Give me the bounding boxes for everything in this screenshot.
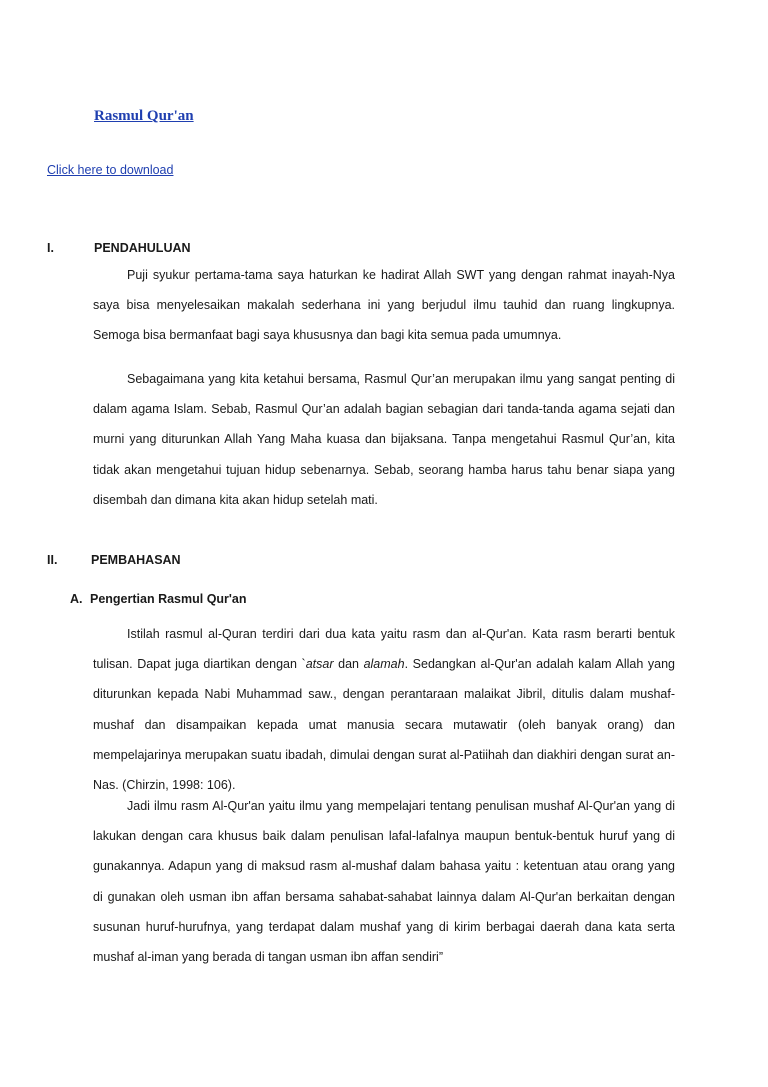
paragraph-text-before: Istilah rasmul al-Quran terdiri dari dua kata yaitu rasm dan al-Qur'an. Kata rasm berarti bentuk tulisan. Dapat juga diartikan dengan ` bbox=[93, 627, 675, 672]
document-title-link[interactable]: Rasmul Qur'an bbox=[94, 108, 194, 124]
section-1-number: I. bbox=[47, 241, 54, 255]
subsection-a-heading: Pengertian Rasmul Qur'an bbox=[90, 592, 247, 606]
term-alamah: alamah bbox=[363, 657, 405, 672]
paragraph-text-middle: dan bbox=[333, 657, 364, 672]
term-atsar: atsar bbox=[305, 657, 334, 672]
paragraph-text-after: . Sedangkan al-Qur'an adalah kalam Allah yang diturunkan kepada Nabi Muhammad saw., dengan perantaraan malaikat Jibril, ditulis dalam mushaf-mushaf dan disampaikan kepada umat manusia secara mutawatir (oleh banyak orang) dan mempelajarinya merupakan suatu ibadah, dimulai dengan surat al-Patiihah dan diakhiri dengan surat an-Nas. (Chirzin, 1998: 106). bbox=[93, 657, 675, 793]
subsection-a-label: A. bbox=[70, 592, 83, 606]
subsection-a-paragraph-1 bbox=[93, 619, 675, 800]
section-2-heading: PEMBAHASAN bbox=[91, 553, 181, 567]
section-1-paragraph-1: Puji syukur pertama-tama saya haturkan ke hadirat Allah SWT yang dengan rahmat inayah-Nya saya bisa menyelesaikan makalah sederhana ini yang berjudul ilmu tauhid dan ruang lingkupnya. Semoga bisa bermanfaat bagi saya khususnya dan bagi kita semua pada umumnya. bbox=[93, 268, 675, 343]
download-link[interactable]: Click here to download bbox=[47, 163, 174, 177]
section-1-heading: PENDAHULUAN bbox=[94, 241, 191, 255]
section-2-number: II. bbox=[47, 553, 58, 567]
section-1-paragraph-2: Sebagaimana yang kita ketahui bersama, Rasmul Qur’an merupakan ilmu yang sangat penting di dalam agama Islam. Sebab, Rasmul Qur’an adalah bagian sebagian dari tanda-tanda agama sejati dan murni yang diturunkan Allah Yang Maha kuasa dan bijaksana. Tanpa mengetahui Rasmul Qur’an, kita tidak akan mengetahui tujuan hidup sebenarnya. Sebab, seorang hamba harus tahu benar siapa yang disembah dan dimana kita akan hidup setelah mati. bbox=[93, 372, 675, 507]
subsection-a-paragraph-2: Jadi ilmu rasm Al-Qur'an yaitu ilmu yang mempelajari tentang penulisan mushaf Al-Qur'an yang di lakukan dengan cara khusus baik dalam penulisan lafal-lafalnya maupun bentuk-bentuk huruf yang di gunakannya. Adapun yang di maksud rasm al-mushaf dalam bahasa yaitu : ketentuan atau orang yang di gunakan oleh usman ibn affan bersama sahabat-sahabat lainnya dalam Al-Qur'an berkaitan dengan susunan huruf-hurufnya, yang terdapat dalam mushaf yang di kirim berbagai daerah dana kata serta mushaf al-iman yang berada di tangan usman ibn affan sendiri” bbox=[93, 799, 675, 965]
